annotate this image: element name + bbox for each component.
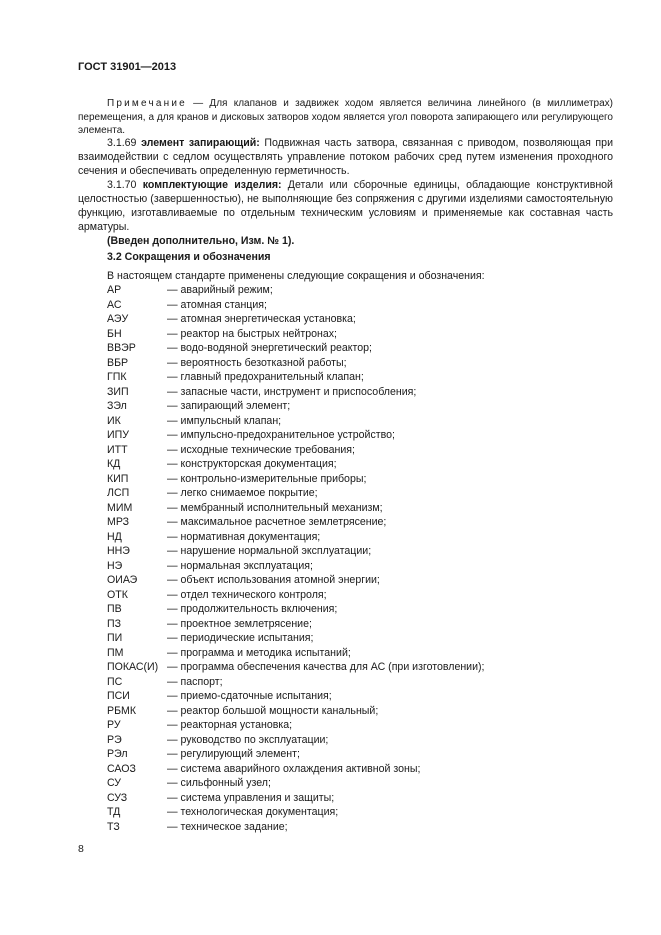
abbreviation-row (107, 399, 607, 414)
abbreviation-meaning: — приемо-сдаточные испытания; (167, 690, 332, 702)
abbreviation-meaning: — проектное землетрясение; (167, 617, 312, 630)
abbreviation: ИПУ (107, 429, 129, 441)
abbreviation: ПОКАС(И) (107, 661, 159, 673)
abbreviation-meaning: — сильфонный узел; (167, 777, 271, 789)
abbreviation-row (107, 747, 607, 762)
abbreviation-meaning: — легко снимаемое покрытие; (167, 487, 318, 499)
amendment-note (78, 234, 613, 248)
note-block (78, 97, 613, 138)
abbreviation-meaning: — реактор на быстрых нейтронах; (167, 327, 337, 340)
abbreviation-row (107, 733, 607, 748)
abbreviation: ПЗ (107, 617, 122, 630)
abbreviation: ПСИ (107, 690, 130, 702)
abbreviation: РБМК (107, 704, 137, 717)
note-paragraph (78, 97, 613, 138)
abbreviation-list (107, 283, 607, 834)
abbreviation-meaning: — паспорт; (167, 675, 223, 688)
abbreviation-meaning: — контрольно-измерительные приборы; (167, 472, 367, 485)
abbreviation-row (107, 283, 607, 298)
abbreviation-row (107, 370, 607, 385)
abbreviation-meaning: — нормальная эксплуатация; (167, 559, 313, 572)
abbreviation: ОИАЭ (107, 574, 138, 586)
abbreviation-row (107, 617, 607, 632)
abbreviation-meaning: — нормативная документация; (167, 530, 321, 543)
abbreviation-row (107, 414, 607, 429)
abbreviation-row (107, 631, 607, 646)
abbreviation: САОЗ (107, 762, 136, 775)
abbreviation-meaning: — программа и методика испытаний; (167, 646, 351, 659)
abbreviation: СУЗ (107, 791, 128, 804)
abbreviation-meaning: — аварийный режим; (167, 284, 273, 296)
abbreviation: БН (107, 327, 122, 340)
abbreviation: ПИ (107, 632, 123, 644)
abbreviation: ЗЭл (107, 400, 127, 412)
document-header: ГОСТ 31901—2013 (78, 61, 177, 73)
abbreviation-row (107, 704, 607, 719)
abbreviation-row (107, 559, 607, 574)
abbreviation-meaning: — импульсный клапан; (167, 414, 282, 427)
abbreviation: ГПК (107, 371, 127, 383)
term-definition: Подвижная часть затвора, связанная с приводом, позволяющая при взаимодействии с седлом осуществлять управление потоком рабочих сред путем изменения проходного сечения и обеспечивать определенную герметичность. (78, 137, 613, 177)
abbreviation-row (107, 457, 607, 472)
abbreviation: ИТТ (107, 443, 128, 456)
abbreviation: ТД (107, 806, 121, 818)
abbreviation: СУ (107, 777, 122, 789)
abbreviation: ЛСП (107, 487, 130, 499)
abbreviation-row (107, 327, 607, 342)
abbreviation-row (107, 573, 607, 588)
abbreviation: АЭУ (107, 313, 129, 325)
abbreviation-meaning: — технологическая документация; (167, 806, 339, 818)
section-heading: 3.2 Сокращения и обозначения (107, 251, 271, 263)
abbreviation-meaning: — запирающий элемент; (167, 400, 291, 412)
abbreviation-row (107, 675, 607, 690)
abbreviation-meaning: — импульсно-предохранительное устройство; (167, 429, 395, 441)
abbreviation: ПВ (107, 603, 122, 615)
abbreviation: ОТК (107, 588, 128, 601)
term-3-1-70 (78, 178, 613, 234)
abbreviation-row (107, 660, 607, 675)
abbreviation-row (107, 544, 607, 559)
page-number: 8 (78, 843, 84, 855)
abbreviation-meaning: — реакторная установка; (167, 719, 293, 731)
abbreviation: ННЭ (107, 545, 130, 557)
abbreviation-row (107, 689, 607, 704)
abbreviation-meaning: — вероятность безотказной работы; (167, 356, 347, 369)
abbreviation-row (107, 791, 607, 806)
abbreviation-row (107, 762, 607, 777)
abbreviation-meaning: — периодические испытания; (167, 632, 314, 644)
abbreviation: МРЗ (107, 516, 130, 528)
term-number: 3.1.70 (107, 179, 137, 191)
abbreviation-row (107, 298, 607, 313)
amendment-text: (Введен дополнительно, Изм. № 1). (107, 235, 295, 247)
abbreviation-meaning: — водо-водяной энергетический реактор; (167, 342, 372, 354)
abbreviation-row (107, 530, 607, 545)
abbreviation-meaning: — главный предохранительный клапан; (167, 371, 364, 383)
abbreviation-row (107, 718, 607, 733)
abbreviation: ТЗ (107, 820, 120, 833)
abbreviation: ПМ (107, 646, 124, 659)
abbreviation-meaning: — система управления и защиты; (167, 791, 335, 804)
abbreviation-row (107, 472, 607, 487)
abbreviation-meaning: — реактор большой мощности канальный; (167, 704, 379, 717)
abbreviation-row (107, 312, 607, 327)
abbreviation-meaning: — атомная энергетическая установка; (167, 313, 356, 325)
term-number: 3.1.69 (107, 137, 137, 149)
abbreviation-meaning: — продолжительность включения; (167, 603, 338, 615)
term-3-1-69 (78, 136, 613, 178)
abbreviation: ВБР (107, 356, 129, 369)
abbreviation-row (107, 776, 607, 791)
abbreviation: НД (107, 530, 122, 543)
term-name: комплектующие изделия: (142, 179, 282, 191)
abbreviation-meaning: — программа обеспечения качества для АС (при изготовлении); (167, 661, 485, 673)
abbreviation-row (107, 501, 607, 516)
abbreviation-meaning: — исходные технические требования; (167, 443, 355, 456)
abbreviation-row (107, 356, 607, 371)
abbreviation-meaning: — руководство по эксплуатации; (167, 733, 329, 746)
abbreviation-meaning: — нарушение нормальной эксплуатации; (167, 545, 372, 557)
abbreviation-row (107, 602, 607, 617)
abbreviation-meaning: — запасные части, инструмент и приспособления; (167, 385, 417, 398)
abbreviation-meaning: — максимальное расчетное землетрясение; (167, 516, 387, 528)
abbreviation: ЗИП (107, 385, 129, 398)
abbreviation-meaning: — объект использования атомной энергии; (167, 574, 380, 586)
abbreviation-row (107, 805, 607, 820)
abbreviation-row (107, 820, 607, 835)
note-label: Примечание (107, 98, 187, 109)
abbreviation: НЭ (107, 559, 123, 572)
abbreviation-meaning: — атомная станция; (167, 298, 267, 311)
abbreviation-row (107, 588, 607, 603)
abbreviation: ИК (107, 414, 121, 427)
note-text: — Для клапанов и задвижек ходом является величина линейного (в миллиметрах) перемещения, а для кранов и дисковых затворов ходом является угол поворота запирающего или регулирующего элемента. (78, 98, 613, 136)
section-lead (78, 269, 613, 283)
abbreviation: АС (107, 298, 122, 311)
abbreviation-meaning: — система аварийного охлаждения активной зоны; (167, 762, 421, 775)
abbreviation: РЭл (107, 748, 128, 760)
abbreviation-row (107, 486, 607, 501)
term-definition: Детали или сборочные единицы, обладающие конструктивной целостностью (завершенностью), не выполняющие без сопряжения с другими изделиями самостоятельную функцию, изготавливаемые по отдельным техническим условиям и применяемые как составная часть арматуры. (78, 179, 613, 233)
abbreviation: РУ (107, 719, 121, 731)
section-lead-text: В настоящем стандарте применены следующие сокращения и обозначения: (107, 270, 485, 282)
abbreviation-meaning: — мембранный исполнительный механизм; (167, 501, 383, 514)
abbreviation: КД (107, 458, 121, 470)
term-name: элемент запирающий: (141, 137, 260, 149)
abbreviation: ПС (107, 675, 123, 688)
abbreviation: ВВЭР (107, 342, 136, 354)
abbreviation-meaning: — техническое задание; (167, 820, 288, 833)
abbreviation-meaning: — отдел технического контроля; (167, 588, 327, 601)
abbreviation: КИП (107, 472, 129, 485)
abbreviation-row (107, 385, 607, 400)
abbreviation-row (107, 646, 607, 661)
abbreviation-meaning: — регулирующий элемент; (167, 748, 300, 760)
abbreviation: РЭ (107, 733, 122, 746)
abbreviation-row (107, 428, 607, 443)
abbreviation-row (107, 515, 607, 530)
abbreviation-row (107, 443, 607, 458)
abbreviation-meaning: — конструкторская документация; (167, 458, 337, 470)
abbreviation: АР (107, 284, 122, 296)
abbreviation: МИМ (107, 501, 133, 514)
abbreviation-row (107, 341, 607, 356)
